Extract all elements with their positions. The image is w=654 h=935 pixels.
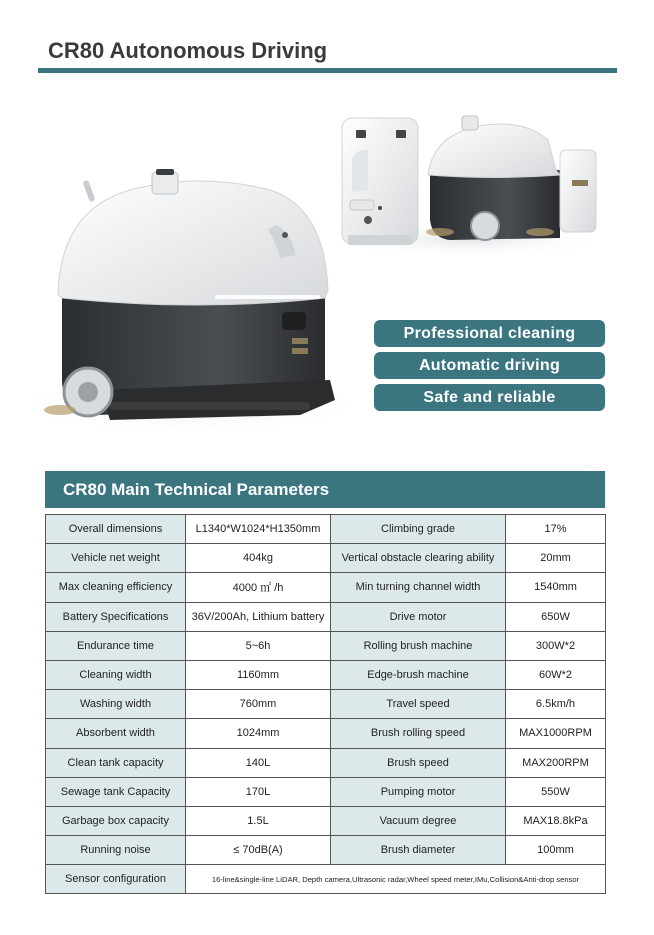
param-value: MAX200RPM	[506, 748, 606, 777]
param-value: 550W	[506, 777, 606, 806]
table-row	[46, 690, 606, 719]
param-label: Sensor configuration	[46, 865, 186, 894]
param-value: 36V/200Ah, Lithium battery	[186, 602, 331, 631]
page-title: CR80 Autonomous Driving	[48, 38, 328, 63]
table-row	[46, 631, 606, 660]
param-value: 60W*2	[506, 660, 606, 689]
table-row	[46, 719, 606, 748]
param-value: 16-line&single-line LiDAR, Depth camera,Ultrasonic radar,Wheel speed meter,IMu,Collision&Anti-drop sensor	[186, 865, 606, 894]
table-row	[46, 806, 606, 835]
param-label: Edge-brush machine	[331, 660, 506, 689]
param-value: 1.5L	[186, 806, 331, 835]
param-label: Travel speed	[331, 690, 506, 719]
section-title: CR80 Main Technical Parameters	[45, 471, 605, 508]
param-label: Washing width	[46, 690, 186, 719]
param-value: 300W*2	[506, 631, 606, 660]
parameters-table	[45, 514, 606, 894]
param-label: Climbing grade	[331, 515, 506, 544]
table-row	[46, 573, 606, 602]
param-label: Vertical obstacle clearing ability	[331, 544, 506, 573]
param-label: Brush rolling speed	[331, 719, 506, 748]
param-label: Absorbent width	[46, 719, 186, 748]
param-label: Drive motor	[331, 602, 506, 631]
table-row	[46, 660, 606, 689]
table-row	[46, 777, 606, 806]
param-label: Cleaning width	[46, 660, 186, 689]
param-value: 5~6h	[186, 631, 331, 660]
param-label: Brush speed	[331, 748, 506, 777]
param-value: 404kg	[186, 544, 331, 573]
param-label: Pumping motor	[331, 777, 506, 806]
table-row	[46, 748, 606, 777]
param-value: 17%	[506, 515, 606, 544]
table-row	[46, 544, 606, 573]
feature-pill: Professional cleaning	[374, 320, 605, 347]
param-label: Rolling brush machine	[331, 631, 506, 660]
param-label: Brush diameter	[331, 836, 506, 865]
param-value: MAX18.8kPa	[506, 806, 606, 835]
param-label: Battery Specifications	[46, 602, 186, 631]
param-label: Clean tank capacity	[46, 748, 186, 777]
feature-pill: Automatic driving	[374, 352, 605, 379]
param-value: 650W	[506, 602, 606, 631]
param-value: L1340*W1024*H1350mm	[186, 515, 331, 544]
param-value: 1160mm	[186, 660, 331, 689]
feature-pill: Safe and reliable	[374, 384, 605, 411]
param-label: Garbage box capacity	[46, 806, 186, 835]
param-label: Sewage tank Capacity	[46, 777, 186, 806]
param-value: 1540mm	[506, 573, 606, 602]
param-value: 4000 ㎡ /h	[186, 573, 331, 602]
param-label: Vehicle net weight	[46, 544, 186, 573]
param-label: Running noise	[46, 836, 186, 865]
param-label: Endurance time	[46, 631, 186, 660]
param-value: 20mm	[506, 544, 606, 573]
param-value: 6.5km/h	[506, 690, 606, 719]
table-row	[46, 515, 606, 544]
param-label: Max cleaning efficiency	[46, 573, 186, 602]
param-value: 140L	[186, 748, 331, 777]
param-label: Min turning channel width	[331, 573, 506, 602]
param-value: 100mm	[506, 836, 606, 865]
table-row	[46, 602, 606, 631]
table-row	[46, 836, 606, 865]
param-label: Vacuum degree	[331, 806, 506, 835]
param-value: 760mm	[186, 690, 331, 719]
param-value: MAX1000RPM	[506, 719, 606, 748]
param-label: Overall dimensions	[46, 515, 186, 544]
table-row-sensor	[46, 865, 606, 894]
param-value: 1024mm	[186, 719, 331, 748]
title-divider	[38, 68, 617, 73]
param-value: 170L	[186, 777, 331, 806]
param-value: ≤ 70dB(A)	[186, 836, 331, 865]
